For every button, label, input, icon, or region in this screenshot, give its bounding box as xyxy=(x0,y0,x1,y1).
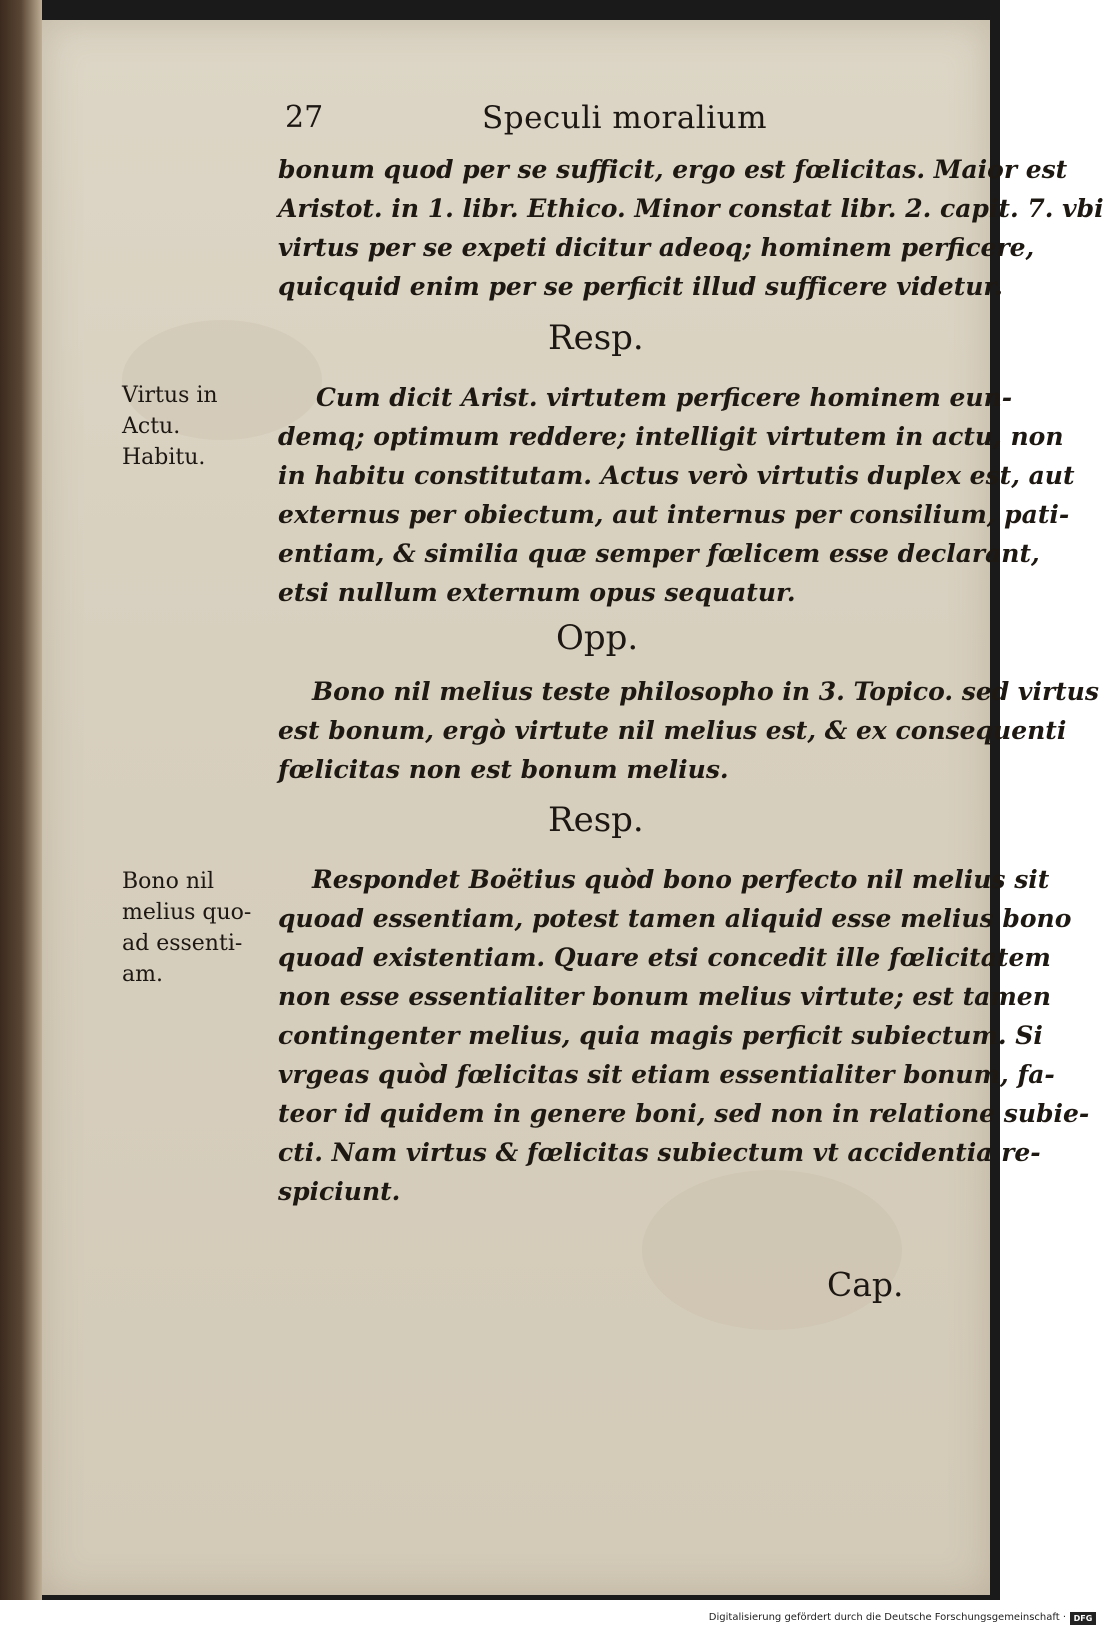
running-head: Speculi moralium xyxy=(482,100,767,136)
text-line: Cum dicit Arist. virtutem perficere hominem eun- xyxy=(316,383,1013,412)
text-line: bonum quod per se sufficit, ergo est fœlicitas. Maior est xyxy=(278,155,1068,184)
text-line: demq; optimum reddere; intelligit virtutem in actu, non xyxy=(278,422,1064,451)
margin-note-line: am. xyxy=(122,962,163,987)
text-line: contingenter melius, quia magis perficit subiectum. Si xyxy=(278,1021,1043,1050)
text-line: teor id quidem in genere boni, sed non in relatione subie- xyxy=(278,1099,1090,1128)
margin-note-line: Habitu. xyxy=(122,445,206,470)
footer-credit: Digitalisierung gefördert durch die Deutsche Forschungsgemeinschaft · xyxy=(708,1612,1066,1623)
margin-note-line: Virtus in xyxy=(122,383,218,408)
paragraph-4 xyxy=(278,860,1090,1211)
text-line: spiciunt. xyxy=(278,1177,401,1206)
text-line: quoad essentiam, potest tamen aliquid esse melius bono xyxy=(278,904,1072,933)
text-line: Bono nil melius teste philosopho in 3. Topico. sed virtus xyxy=(312,677,1099,706)
paragraph-2 xyxy=(278,378,1075,612)
page-number: 27 xyxy=(285,100,324,135)
page-header xyxy=(285,100,765,140)
margin-note-line: ad essenti- xyxy=(122,931,243,956)
margin-note-line: Bono nil xyxy=(122,869,215,894)
text-line: externus per obiectum, aut internus per consilium, pati- xyxy=(278,500,1070,529)
text-line: etsi nullum externum opus sequatur. xyxy=(278,578,796,607)
text-line: est bonum, ergò virtute nil melius est, & ex consequenti xyxy=(278,716,1067,745)
text-line: Aristot. in 1. libr. Ethico. Minor constat libr. 2. capit. 7. vbi xyxy=(278,194,1104,223)
dfg-logo-icon: DFG xyxy=(1070,1612,1096,1625)
text-line: entiam, & similia quæ semper fœlicem esse declarant, xyxy=(278,539,1040,568)
text-line: virtus per se expeti dicitur adeoq; hominem perficere, xyxy=(278,233,1035,262)
book-spine-edge xyxy=(0,0,42,1600)
text-line: in habitu constitutam. Actus verò virtutis duplex est, aut xyxy=(278,461,1075,490)
text-line: vrgeas quòd fœlicitas sit etiam essentialiter bonum, fa- xyxy=(278,1060,1055,1089)
text-line: Respondet Boëtius quòd bono perfecto nil melius sit xyxy=(312,865,1050,894)
text-line: non esse essentialiter bonum melius virtute; est tamen xyxy=(278,982,1051,1011)
heading-resp: Resp. xyxy=(548,318,644,358)
text-line: fœlicitas non est bonum melius. xyxy=(278,755,729,784)
margin-note-bono xyxy=(122,866,272,990)
heading-resp: Resp. xyxy=(548,800,644,840)
text-line: cti. Nam virtus & fœlicitas subiectum vt accidentia re- xyxy=(278,1138,1041,1167)
paragraph-3 xyxy=(278,672,1099,789)
margin-note-line: Actu. xyxy=(122,414,181,439)
margin-note-line: melius quo- xyxy=(122,900,252,925)
text-line: quoad existentiam. Quare etsi concedit ille fœlicitatem xyxy=(278,943,1051,972)
text-line: quicquid enim per se perficit illud sufficere videtur. xyxy=(278,272,1003,301)
paragraph-1 xyxy=(278,150,1104,306)
heading-opp: Opp. xyxy=(556,618,639,658)
catchword: Cap. xyxy=(827,1265,904,1304)
margin-note-virtus xyxy=(122,380,272,473)
